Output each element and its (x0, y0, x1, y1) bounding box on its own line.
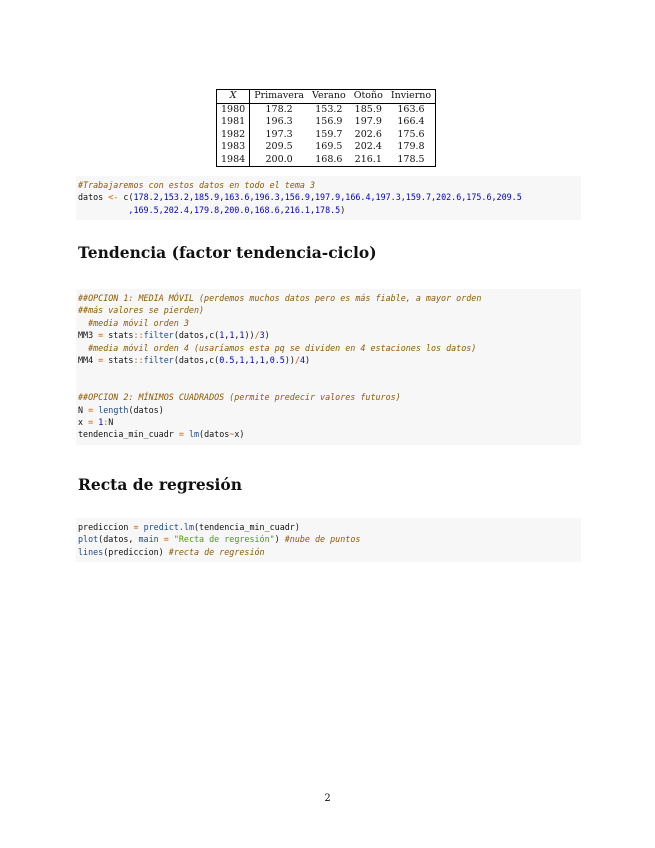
table-row (217, 154, 436, 167)
table-cell: 156.9 (315, 116, 343, 127)
code-operator: :: (133, 330, 144, 341)
code-text: MM3 (78, 330, 99, 341)
column-header: Primavera (250, 90, 308, 104)
code-function: lines (78, 546, 104, 557)
code-comment: ##más valores se pierden) (78, 305, 205, 316)
table-cell: 200.0 (250, 154, 308, 167)
code-text: (datos (199, 429, 230, 440)
table-cell: 1983 (217, 141, 250, 154)
code-operator: / (254, 330, 260, 341)
table-cell: 209.5 (265, 141, 293, 152)
code-number: 3 (259, 330, 265, 341)
table-row (217, 129, 436, 142)
code-number: ,169.5,202.4,179.8,200.0,168.6,216.1,178.5 (128, 204, 341, 215)
code-text: , (234, 330, 240, 341)
code-operator: = (88, 404, 94, 415)
table-cell: 178.2 (265, 103, 293, 115)
code-text: x) (234, 429, 245, 440)
page-number: 2 (324, 793, 331, 804)
code-comment: #media móvil orden 3 (78, 317, 189, 328)
code-number: 1 (239, 354, 245, 365)
column-header: Otoño (350, 90, 387, 104)
code-string: "Recta de regresión" (173, 534, 275, 545)
code-comment: #media móvil orden 4 (usaríamos esta pq se dividen en 4 estaciones los datos) (78, 342, 477, 353)
code-text: prediccion (78, 522, 134, 532)
code-function: predict.lm (143, 522, 194, 532)
code-number: 1 (249, 354, 255, 365)
code-operator: <- (108, 192, 119, 203)
code-argument: main (138, 534, 159, 545)
code-text: stats (103, 354, 134, 365)
table-cell: 159.7 (315, 128, 343, 140)
table-cell: 197.3 (265, 128, 293, 140)
table-cell: 1982 (217, 129, 250, 142)
code-text: MM4 (78, 354, 99, 365)
code-block-regresion (76, 518, 581, 562)
code-text: )) (284, 354, 295, 365)
code-text: ) (340, 204, 346, 215)
code-function: length (98, 404, 129, 415)
code-text: stats (103, 330, 134, 341)
table-cell: 166.4 (387, 116, 436, 129)
code-text: (datos,c( (173, 330, 220, 341)
code-operator: / (294, 354, 300, 365)
table-cell: 1981 (217, 116, 250, 129)
table-cell: 153.2 (315, 103, 343, 115)
code-comment: ##OPCION 1: MEDIA MÓVIL (perdemos muchos datos pero es más fiable, a mayor orden (78, 293, 482, 303)
code-number: 1 (259, 354, 265, 365)
seasonal-data-table (216, 89, 436, 167)
code-operator: : (103, 416, 109, 427)
code-text: )) (244, 330, 255, 341)
table-header-row (217, 90, 436, 104)
code-operator: = (133, 522, 139, 532)
code-text: (datos) (128, 404, 164, 415)
code-comment: #recta de regresión (168, 546, 265, 557)
code-function: lm (188, 429, 200, 440)
code-text: , (264, 354, 270, 365)
code-operator: = (178, 429, 184, 440)
code-block-datos (76, 176, 581, 220)
code-function: plot (78, 534, 99, 545)
table-cell: 185.9 (354, 103, 382, 115)
code-text: ) (264, 330, 270, 341)
code-function: filter (143, 354, 174, 365)
table-cell: 1980 (217, 103, 250, 116)
code-text: ) (274, 534, 285, 545)
code-number: 0.5 (269, 354, 285, 365)
column-header: Verano (308, 90, 350, 104)
code-operator: ~ (229, 429, 235, 440)
table-cell: 202.6 (354, 128, 382, 140)
table-cell: 197.9 (354, 116, 382, 127)
table-cell: 169.5 (315, 141, 343, 152)
code-text: , (244, 354, 250, 365)
code-text: c( (118, 192, 134, 203)
code-operator: :: (133, 354, 144, 365)
table-cell: 202.4 (354, 141, 382, 152)
code-comment: #nube de puntos (284, 534, 361, 545)
table-row (217, 141, 436, 154)
code-function: filter (143, 330, 174, 341)
code-text: ) (305, 354, 311, 365)
code-operator: = (163, 534, 169, 545)
table-cell: 179.8 (387, 141, 436, 154)
code-number: 1 (219, 330, 225, 341)
code-text: (tendencia_min_cuadr) (193, 522, 300, 532)
code-text: , (234, 354, 240, 365)
table-cell: 196.3 (265, 116, 293, 127)
table-row (217, 103, 436, 116)
table-cell: 163.6 (387, 103, 436, 116)
table-cell: 168.6 (308, 154, 350, 167)
code-comment: ##OPCION 2: MÍNIMOS CUADRADOS (permite predecir valores futuros) (78, 392, 401, 403)
code-comment: #Trabajaremos con estos datos en todo el tema 3 (78, 180, 315, 190)
code-number: 1 (239, 330, 245, 341)
section-heading-recta: Recta de regresión (78, 475, 242, 494)
table-cell: 1984 (217, 154, 250, 167)
code-operator: = (88, 416, 94, 427)
code-text: N (78, 404, 89, 415)
code-text: (datos, (98, 534, 139, 545)
code-text: tendencia_min_cuadr (78, 429, 179, 440)
code-operator: = (98, 330, 104, 341)
code-text: (datos,c( (173, 354, 220, 365)
column-header: X (217, 90, 250, 104)
code-text: N (108, 416, 114, 427)
table-cell: 175.6 (387, 129, 436, 142)
table-cell: 216.1 (350, 154, 387, 167)
table-cell: 178.5 (387, 154, 436, 167)
code-text: , (224, 330, 230, 341)
code-block-tendencia (76, 289, 581, 445)
code-number: 0.5 (219, 354, 235, 365)
table-row (217, 116, 436, 129)
code-text: , (254, 354, 260, 365)
code-number: 4 (299, 354, 306, 365)
section-heading-tendencia: Tendencia (factor tendencia-ciclo) (78, 243, 377, 262)
code-text: (prediccion) (103, 546, 169, 557)
code-number: 1 (229, 330, 235, 341)
code-text: datos (78, 192, 109, 203)
code-number: 1 (98, 416, 104, 427)
code-operator: = (98, 354, 104, 365)
column-header: Invierno (387, 90, 436, 104)
code-text: x (78, 416, 89, 427)
code-number: 178.2,153.2,185.9,163.6,196.3,156.9,197.9,166.4,197.3,159.7,202.6,175.6,209.5 (133, 192, 522, 203)
